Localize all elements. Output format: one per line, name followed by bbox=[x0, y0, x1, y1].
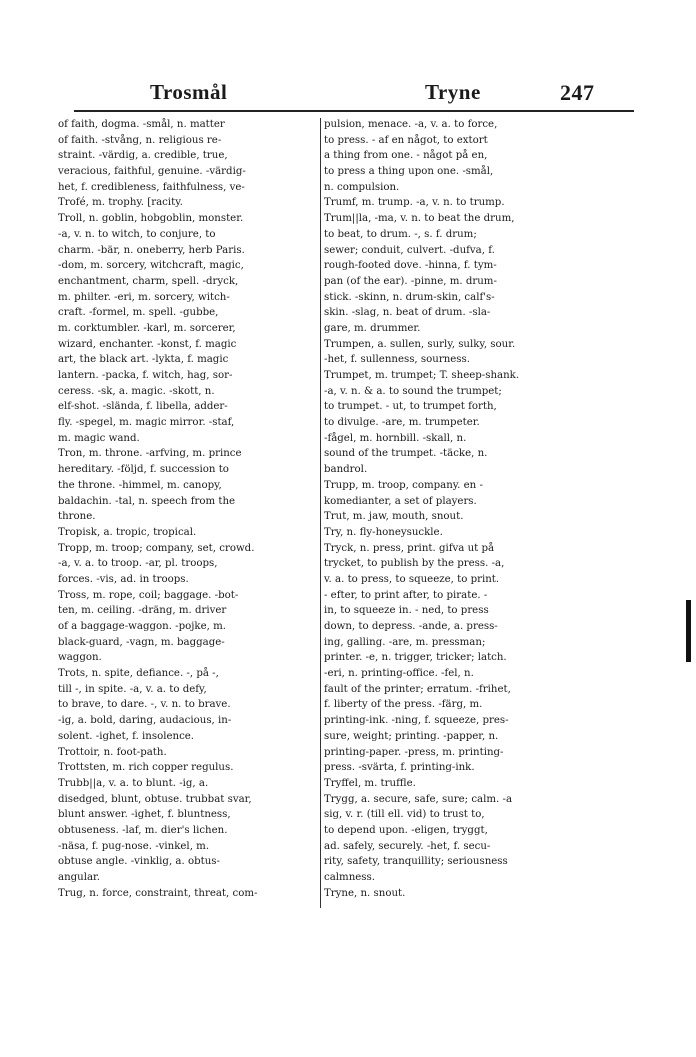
entry-line: v. a. to press, to squeeze, to print. bbox=[324, 573, 500, 585]
entry-line: in, to squeeze in. - ned, to press bbox=[324, 605, 489, 617]
entry-line: Troll, n. goblin, hobgoblin, monster. bbox=[58, 213, 244, 225]
entry-line: fly. -spegel, m. magic mirror. -staf, bbox=[58, 417, 235, 429]
entry-line: to press. - af en något, to extort bbox=[324, 134, 488, 146]
entry-line: obtuse angle. -vinklig, a. obtus- bbox=[58, 856, 220, 868]
entry-line: ing, galling. -are, m. pressman; bbox=[324, 636, 486, 648]
entry-line: the throne. -himmel, m. canopy, bbox=[58, 479, 222, 491]
entry-line: -eri, n. printing-office. -fel, n. bbox=[324, 668, 474, 680]
entry-line: Tryck, n. press, print. gifva ut på bbox=[324, 542, 495, 554]
entry-line: waggon. bbox=[58, 652, 102, 664]
entry-line: forces. -vis, ad. in troops. bbox=[58, 573, 189, 585]
header-rule bbox=[74, 110, 634, 112]
entry-line: of faith, dogma. -smål, n. matter bbox=[58, 119, 225, 130]
entry-line: Trupp, m. troop, company. en - bbox=[324, 479, 483, 491]
entry-line: sig, v. r. (till ell. vid) to trust to, bbox=[324, 809, 485, 821]
entry-line: -ig, a. bold, daring, audacious, in- bbox=[58, 715, 232, 727]
entry-line: craft. -formel, m. spell. -gubbe, bbox=[58, 307, 219, 319]
entry-line: of faith. -stvång, n. religious re- bbox=[58, 134, 222, 146]
running-head-left: Trosmål bbox=[150, 80, 228, 104]
entry-line: -näsa, f. pug-nose. -vinkel, m. bbox=[58, 840, 210, 852]
entry-line: m. philter. -eri, m. sorcery, witch- bbox=[58, 291, 230, 303]
entry-line: art, the black art. -lykta, f. magic bbox=[58, 354, 229, 366]
entry-line: printing-ink. -ning, f. squeeze, pres- bbox=[324, 715, 509, 727]
entry-line: bandrol. bbox=[324, 464, 368, 476]
entry-line: sewer; conduit, culvert. -dufva, f. bbox=[324, 244, 495, 256]
entry-line: Trumpet, m. trumpet; T. sheep-shank. bbox=[324, 370, 520, 381]
entry-line: Trumf, m. trump. -a, v. n. to trump. bbox=[324, 197, 505, 209]
entry-line: komedianter, a set of players. bbox=[324, 495, 477, 507]
entry-line: Tryne, n. snout. bbox=[324, 887, 406, 899]
entry-line: -het, f. sullenness, sourness. bbox=[324, 354, 470, 366]
entry-line: lantern. -packa, f. witch, hag, sor- bbox=[58, 370, 233, 381]
entry-line: Tropp, m. troop; company, set, crowd. bbox=[58, 542, 255, 554]
entry-line: sure, weight; printing. -papper, n. bbox=[324, 730, 499, 742]
entry-line: trycket, to publish by the press. -a, bbox=[324, 558, 505, 570]
entry-line: -dom, m. sorcery, witchcraft, magic, bbox=[58, 260, 244, 272]
entry-line: f. liberty of the press. -färg, m. bbox=[324, 699, 483, 711]
entry-line: -fågel, m. hornbill. -skall, n. bbox=[324, 432, 467, 444]
entry-line: Tross, m. rope, coil; baggage. -bot- bbox=[58, 589, 239, 601]
entry-line: stick. -skinn, n. drum-skin, calf's- bbox=[324, 291, 495, 303]
entry-line: rough-footed dove. -hinna, f. tym- bbox=[324, 260, 497, 272]
entry-line: Trottoir, n. foot-path. bbox=[58, 746, 167, 758]
right-column bbox=[324, 117, 586, 901]
entry-line: -a, v. n. to witch, to conjure, to bbox=[58, 228, 216, 240]
entry-line: Try, n. fly-honeysuckle. bbox=[324, 526, 443, 538]
entry-line: to brave, to dare. -, v. n. to brave. bbox=[58, 699, 231, 711]
entry-line: enchantment, charm, spell. -dryck, bbox=[58, 275, 239, 287]
entry-line: het, f. credibleness, faithfulness, ve- bbox=[58, 181, 245, 193]
entry-line: to divulge. -are, m. trumpeter. bbox=[324, 417, 480, 429]
entry-line: of a baggage-waggon. -pojke, m. bbox=[58, 621, 226, 632]
entry-line: Trumpen, a. sullen, surly, sulky, sour. bbox=[324, 338, 516, 350]
entry-line: blunt answer. -ighet, f. bluntness, bbox=[58, 809, 231, 821]
entry-line: printer. -e, n. trigger, tricker; latch. bbox=[324, 652, 507, 664]
page-number: 247 bbox=[560, 80, 595, 105]
entry-line: angular. bbox=[58, 872, 101, 883]
entry-line: gare, m. drummer. bbox=[324, 322, 421, 334]
edge-mark bbox=[686, 600, 691, 662]
column-divider bbox=[320, 118, 321, 908]
entry-line: a thing from one. - något på en, bbox=[324, 150, 488, 162]
entry-line: -a, v. a. to troop. -ar, pl. troops, bbox=[58, 558, 218, 570]
entry-line: wizard, enchanter. -konst, f. magic bbox=[58, 338, 237, 350]
entry-line: charm. -bär, n. oneberry, herb Paris. bbox=[58, 244, 245, 256]
entry-line: - efter, to print after, to pirate. - bbox=[324, 589, 488, 601]
entry-line: obtuseness. -laf, m. dier's lichen. bbox=[58, 824, 228, 836]
entry-line: Trum||la, -ma, v. n. to beat the drum, bbox=[324, 213, 515, 225]
entry-line: baldachin. -tal, n. speech from the bbox=[58, 495, 236, 507]
left-column bbox=[58, 117, 318, 901]
entry-line: ten, m. ceiling. -dräng, m. driver bbox=[58, 605, 227, 617]
running-head-right: Tryne bbox=[425, 80, 481, 104]
entry-line: m. corktumbler. -karl, m. sorcerer, bbox=[58, 322, 236, 334]
entry-line: till -, in spite. -a, v. a. to defy, bbox=[58, 683, 207, 695]
entry-line: rity, safety, tranquillity; seriousness bbox=[324, 856, 508, 868]
entry-line: to depend upon. -eligen, tryggt, bbox=[324, 824, 488, 836]
entry-line: n. compulsion. bbox=[324, 181, 400, 193]
entry-line: to beat, to drum. -, s. f. drum; bbox=[324, 228, 477, 240]
entry-line: veracious, faithful, genuine. -värdig- bbox=[58, 166, 246, 178]
entry-line: Trofé, m. trophy. [racity. bbox=[58, 197, 183, 209]
entry-line: throne. bbox=[58, 511, 96, 523]
entry-line: solent. -ighet, f. insolence. bbox=[58, 730, 195, 742]
entry-line: elf-shot. -slända, f. libella, adder- bbox=[58, 401, 228, 413]
entry-line: hereditary. -följd, f. succession to bbox=[58, 464, 229, 476]
entry-line: ad. safely, securely. -het, f. secu- bbox=[324, 840, 491, 852]
entry-line: black-guard, -vagn, m. baggage- bbox=[58, 636, 225, 648]
entry-line: to press a thing upon one. -smål, bbox=[324, 166, 494, 178]
entry-line: fault of the printer; erratum. -frihet, bbox=[324, 683, 511, 695]
entry-line: Trygg, a. secure, safe, sure; calm. -a bbox=[324, 793, 513, 805]
entry-line: pan (of the ear). -pinne, m. drum- bbox=[324, 275, 497, 287]
entry-line: m. magic wand. bbox=[58, 432, 140, 444]
entry-line: disedged, blunt, obtuse. trubbat svar, bbox=[58, 793, 252, 805]
entry-line: straint. -värdig, a. credible, true, bbox=[58, 150, 228, 162]
entry-line: Trots, n. spite, defiance. -, på -, bbox=[58, 668, 219, 680]
entry-line: Tron, m. throne. -arfving, m. prince bbox=[58, 448, 242, 460]
entry-line: ceress. -sk, a. magic. -skott, n. bbox=[58, 385, 215, 397]
entry-line: Trubb||a, v. a. to blunt. -ig, a. bbox=[58, 777, 209, 789]
entry-line: calmness. bbox=[324, 872, 375, 883]
entry-line: press. -svärta, f. printing-ink. bbox=[324, 762, 475, 774]
entry-line: down, to depress. -ande, a. press- bbox=[324, 621, 498, 632]
entry-line: Trug, n. force, constraint, threat, com- bbox=[58, 887, 258, 899]
entry-line: Trottsten, m. rich copper regulus. bbox=[58, 762, 234, 774]
entry-line: Trut, m. jaw, mouth, snout. bbox=[324, 511, 464, 523]
entry-line: skin. -slag, n. beat of drum. -sla- bbox=[324, 307, 491, 319]
entry-line: pulsion, menace. -a, v. a. to force, bbox=[324, 119, 498, 130]
entry-line: -a, v. n. & a. to sound the trumpet; bbox=[324, 385, 502, 397]
entry-line: printing-paper. -press, m. printing- bbox=[324, 746, 504, 758]
entry-line: to trumpet. - ut, to trumpet forth, bbox=[324, 401, 497, 413]
entry-line: Tryffel, m. truffle. bbox=[324, 777, 416, 789]
entry-line: sound of the trumpet. -täcke, n. bbox=[324, 448, 488, 460]
entry-line: Tropisk, a. tropic, tropical. bbox=[58, 526, 197, 538]
